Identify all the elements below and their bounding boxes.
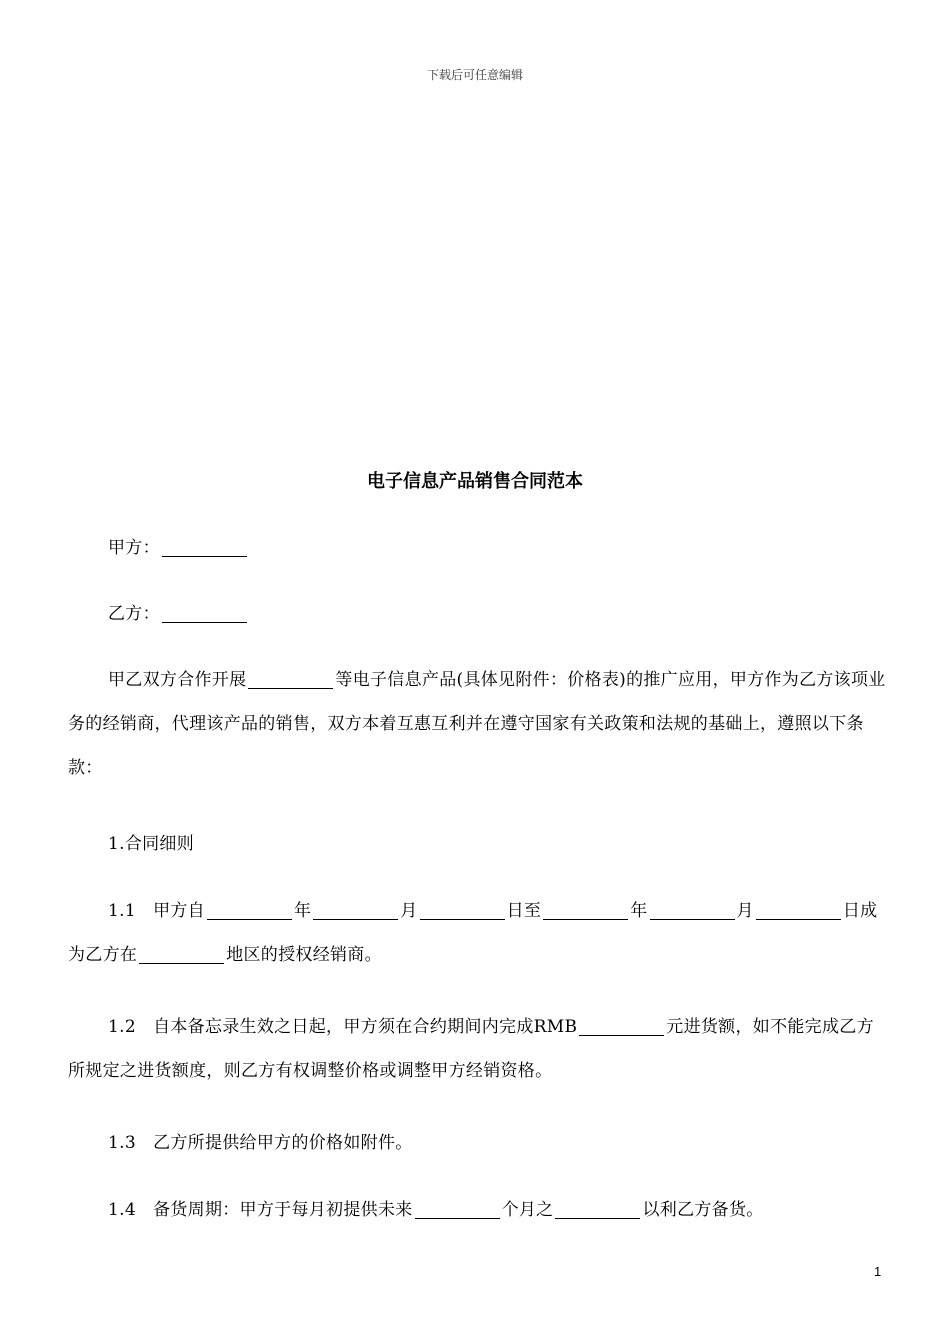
blank xyxy=(415,1198,500,1219)
blank xyxy=(543,899,628,920)
clause-text: 日成为乙方在 xyxy=(68,901,878,965)
party-a-line xyxy=(68,526,888,570)
clause-text: 以利乙方备货。 xyxy=(642,1200,764,1220)
blank xyxy=(207,899,292,920)
clause-number: 1.1 xyxy=(108,901,136,921)
blank xyxy=(756,899,841,920)
document-title: 电子信息产品销售合同范本 xyxy=(367,471,583,492)
intro-text-1: 甲乙双方合作开展 xyxy=(108,670,247,690)
clause-text: 甲方自 xyxy=(153,901,205,921)
clause-text: 地区的授权经销商。 xyxy=(226,945,382,965)
page-number: 1 xyxy=(874,1264,882,1279)
clause-text: 年 xyxy=(630,901,648,921)
blank xyxy=(579,1015,664,1036)
clause-1-3 xyxy=(68,1121,888,1165)
party-a-blank xyxy=(162,536,247,557)
party-b-line xyxy=(68,592,888,636)
clause-text: 月 xyxy=(400,901,418,921)
party-a-label: 甲方： xyxy=(108,538,160,558)
clause-text: 日至 xyxy=(506,901,542,921)
blank xyxy=(555,1198,640,1219)
intro-paragraph xyxy=(68,658,888,790)
clause-1-4 xyxy=(68,1188,888,1232)
product-blank xyxy=(248,668,333,689)
blank xyxy=(420,899,505,920)
party-b-blank xyxy=(162,602,247,623)
clause-number: 1.2 xyxy=(108,1017,136,1037)
clause-text: 个月之 xyxy=(501,1200,554,1220)
clause-text: 年 xyxy=(293,901,312,921)
clause-1-1 xyxy=(68,889,888,977)
clause-text: 月 xyxy=(736,901,754,921)
clause-number: 1.3 xyxy=(108,1133,136,1153)
blank xyxy=(139,943,224,964)
clause-text: 备货周期：甲方于每月初提供未来 xyxy=(153,1200,413,1220)
blank xyxy=(650,899,735,920)
clause-text: 元进货额，如不能完成乙方所规定之进货额度，则乙方有权调整价格或调整甲方经销资格。 xyxy=(68,1017,874,1081)
clause-1-2 xyxy=(68,1005,888,1093)
clause-text: 自本备忘录生效之日起，甲方须在合约期间内完成RMB xyxy=(153,1017,578,1037)
party-b-label: 乙方： xyxy=(108,604,160,624)
section-heading: 1.合同细则 xyxy=(108,834,195,854)
intro-text-2: 等电子信息产品(具体见附件：价格表)的推广应用，甲方作为乙方该项业务的经销商，代理该产品的销售，双方本着互惠互利并在遵守国家有关政策和法规的基础上，遵照以下条款： xyxy=(68,670,886,778)
page-header: 下载后可任意编辑 xyxy=(426,68,523,82)
clause-number: 1.4 xyxy=(108,1200,136,1220)
blank xyxy=(313,899,398,920)
clause-text: 乙方所提供给甲方的价格如附件。 xyxy=(153,1133,413,1153)
